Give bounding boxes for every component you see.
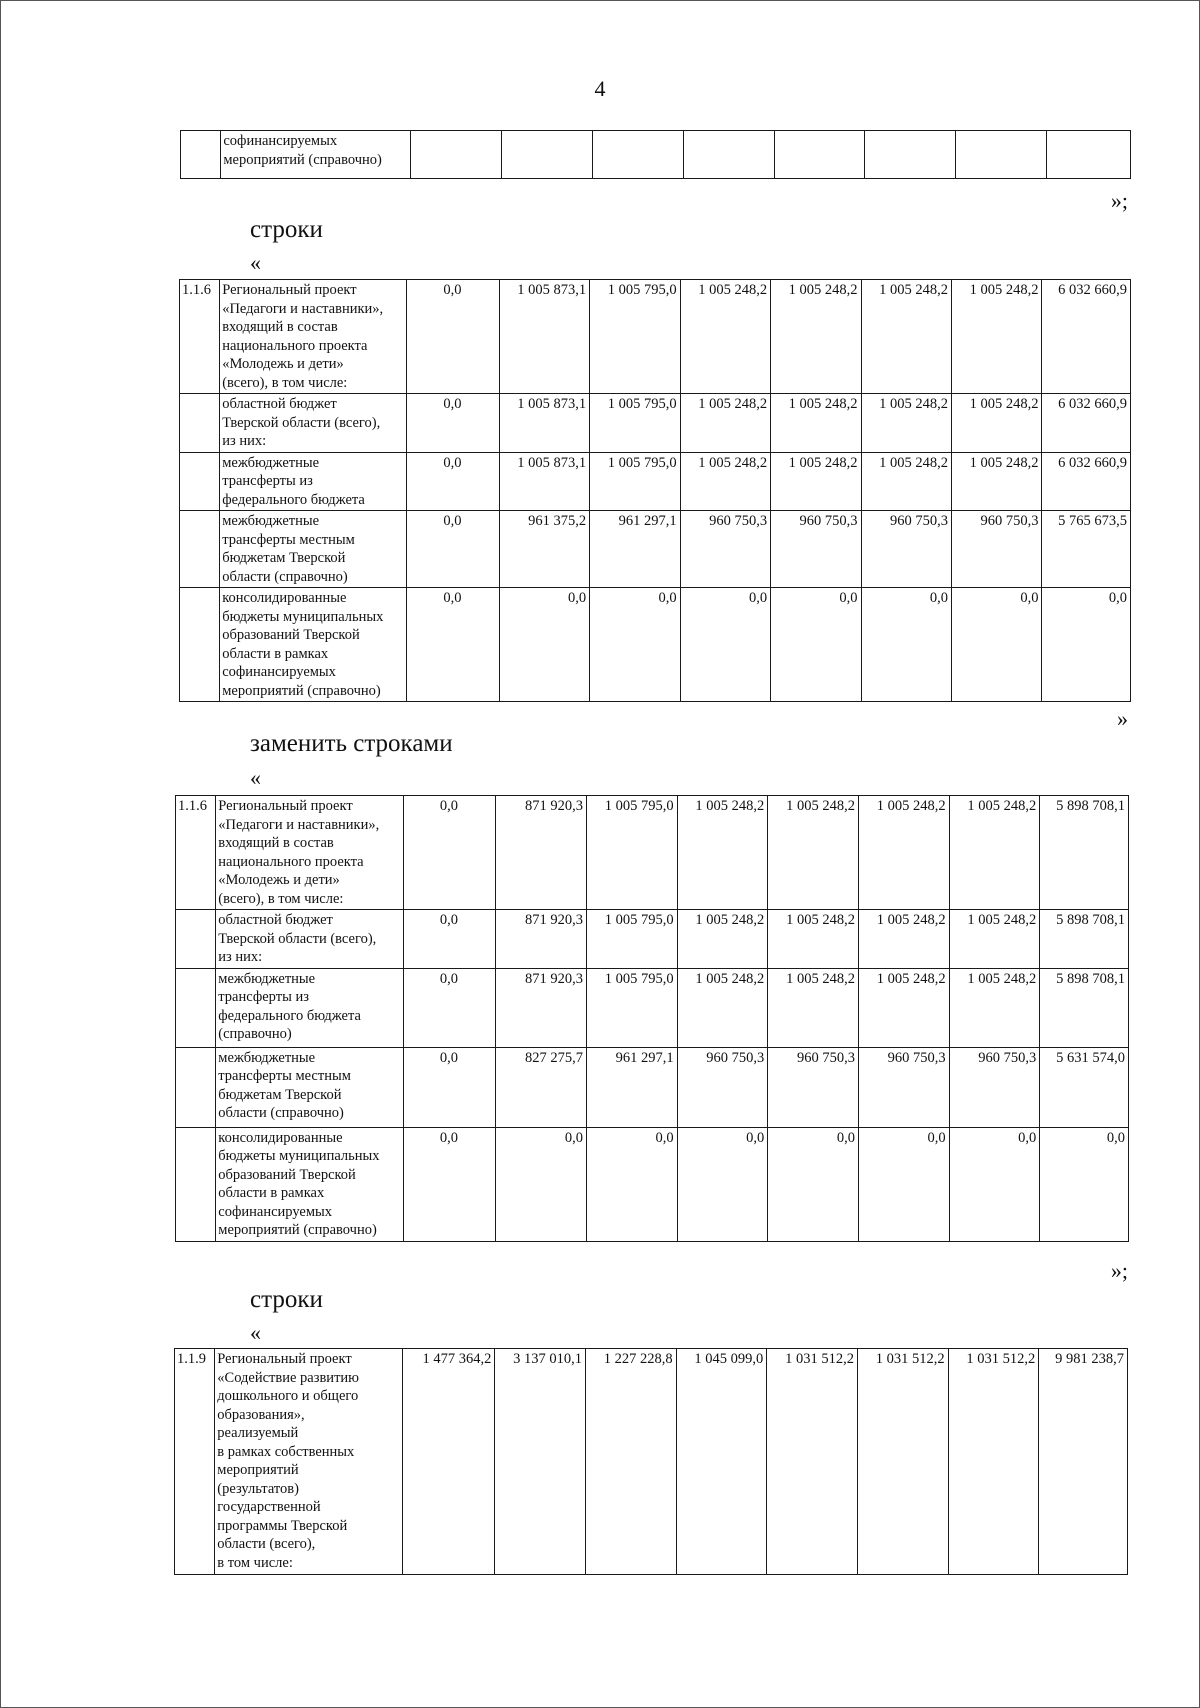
value-cell: 5 898 708,1 — [1040, 968, 1129, 1047]
value-cell: 961 375,2 — [499, 511, 589, 588]
row-description: областной бюджет Тверской области (всего), из них: — [220, 394, 407, 453]
table-row — [180, 394, 1131, 453]
value-cell: 960 750,3 — [949, 1047, 1040, 1127]
value-cell: 0,0 — [407, 394, 499, 453]
value-cell: 1 005 248,2 — [949, 796, 1040, 910]
value-cell: 961 297,1 — [590, 511, 680, 588]
heading-replace: заменить строками — [250, 730, 453, 757]
row-description: Региональный проект «Содействие развитию дошкольного и общего образования», реализуемый в рамках собственных мероприятий (результатов) государственной программы Тверской области (всего), в том числе: — [215, 1349, 402, 1575]
value-cell: 1 005 248,2 — [677, 796, 768, 910]
table-cell — [865, 131, 956, 179]
row-code — [180, 394, 220, 453]
value-cell: 1 005 248,2 — [952, 280, 1042, 394]
value-cell: 5 631 574,0 — [1040, 1047, 1129, 1127]
row-code: 1.1.6 — [180, 280, 220, 394]
value-cell: 1 005 248,2 — [677, 910, 768, 969]
value-cell: 6 032 660,9 — [1042, 452, 1131, 511]
row-code — [176, 1047, 216, 1127]
value-cell: 1 005 248,2 — [680, 280, 770, 394]
table-fragment-top — [180, 130, 1131, 179]
row-code — [176, 910, 216, 969]
value-cell: 0,0 — [407, 452, 499, 511]
row-code — [180, 452, 220, 511]
value-cell: 1 005 873,1 — [499, 394, 589, 453]
table-cell — [181, 131, 221, 179]
table-cell — [1047, 131, 1131, 179]
value-cell: 1 005 248,2 — [952, 452, 1042, 511]
value-cell: 0,0 — [590, 588, 680, 702]
value-cell: 961 297,1 — [586, 1047, 677, 1127]
value-cell: 0,0 — [403, 910, 496, 969]
value-cell: 1 227 228,8 — [585, 1349, 676, 1575]
table-row — [180, 588, 1131, 702]
value-cell: 1 005 248,2 — [771, 452, 861, 511]
value-cell: 1 005 248,2 — [949, 968, 1040, 1047]
value-cell: 0,0 — [403, 1127, 496, 1241]
table-last-rows — [174, 1348, 1128, 1575]
table-cell — [592, 131, 683, 179]
value-cell: 1 005 873,1 — [499, 280, 589, 394]
closing-quote-3: »; — [1110, 1258, 1128, 1283]
closing-quote-2: » — [1117, 706, 1128, 731]
value-cell: 1 005 248,2 — [858, 968, 949, 1047]
table-row — [180, 280, 1131, 394]
opening-quote-2: « — [250, 765, 261, 790]
table-row — [176, 968, 1129, 1047]
row-code: 1.1.6 — [176, 796, 216, 910]
value-cell: 0,0 — [949, 1127, 1040, 1241]
value-cell: 1 031 512,2 — [857, 1349, 948, 1575]
table-row — [175, 1349, 1128, 1575]
value-cell: 0,0 — [496, 1127, 587, 1241]
value-cell: 0,0 — [771, 588, 861, 702]
value-cell: 0,0 — [952, 588, 1042, 702]
row-description: консолидированные бюджеты муниципальных образований Тверской области в рамках софинансируемых мероприятий (справочно) — [220, 588, 407, 702]
table-cell — [683, 131, 774, 179]
value-cell: 0,0 — [403, 796, 496, 910]
row-description: межбюджетные трансферты из федерального бюджета (справочно) — [216, 968, 403, 1047]
value-cell: 960 750,3 — [952, 511, 1042, 588]
value-cell: 0,0 — [403, 968, 496, 1047]
value-cell: 1 005 248,2 — [677, 968, 768, 1047]
value-cell: 960 750,3 — [771, 511, 861, 588]
value-cell: 960 750,3 — [677, 1047, 768, 1127]
row-description: областной бюджет Тверской области (всего), из них: — [216, 910, 403, 969]
row-description: консолидированные бюджеты муниципальных образований Тверской области в рамках софинансируемых мероприятий (справочно) — [216, 1127, 403, 1241]
value-cell: 0,0 — [1040, 1127, 1129, 1241]
value-cell: 1 005 248,2 — [949, 910, 1040, 969]
row-description: софинансируемых мероприятий (справочно) — [221, 131, 411, 179]
value-cell: 1 005 795,0 — [586, 968, 677, 1047]
value-cell: 1 005 248,2 — [768, 968, 859, 1047]
page-number: 4 — [594, 76, 606, 101]
value-cell: 0,0 — [680, 588, 770, 702]
value-cell: 1 045 099,0 — [676, 1349, 767, 1575]
value-cell: 871 920,3 — [496, 796, 587, 910]
heading-rows-1: строки — [250, 216, 323, 243]
value-cell: 1 005 795,0 — [590, 394, 680, 453]
value-cell: 1 005 795,0 — [590, 452, 680, 511]
value-cell: 5 898 708,1 — [1040, 796, 1129, 910]
value-cell: 1 005 248,2 — [858, 910, 949, 969]
table-row — [181, 131, 1131, 179]
value-cell: 871 920,3 — [496, 910, 587, 969]
table-row — [176, 1047, 1129, 1127]
closing-quote-1: »; — [1110, 188, 1128, 213]
table-row — [180, 452, 1131, 511]
value-cell: 1 005 248,2 — [771, 394, 861, 453]
value-cell: 0,0 — [677, 1127, 768, 1241]
table-row — [176, 796, 1129, 910]
value-cell: 1 005 248,2 — [861, 394, 951, 453]
value-cell: 1 005 795,0 — [586, 796, 677, 910]
value-cell: 1 005 248,2 — [680, 452, 770, 511]
value-cell: 960 750,3 — [680, 511, 770, 588]
table-cell — [411, 131, 502, 179]
row-description: межбюджетные трансферты из федерального бюджета — [220, 452, 407, 511]
value-cell: 1 005 248,2 — [768, 910, 859, 969]
value-cell: 960 750,3 — [861, 511, 951, 588]
opening-quote-3: « — [250, 1320, 261, 1345]
value-cell: 6 032 660,9 — [1042, 394, 1131, 453]
value-cell: 1 005 795,0 — [586, 910, 677, 969]
table-row — [180, 511, 1131, 588]
value-cell: 1 005 795,0 — [590, 280, 680, 394]
value-cell: 827 275,7 — [496, 1047, 587, 1127]
value-cell: 6 032 660,9 — [1042, 280, 1131, 394]
value-cell: 1 005 873,1 — [499, 452, 589, 511]
value-cell: 0,0 — [407, 280, 499, 394]
value-cell: 0,0 — [499, 588, 589, 702]
row-description: Региональный проект «Педагоги и наставники», входящий в состав национального проекта «Молодежь и дети» (всего), в том числе: — [220, 280, 407, 394]
value-cell: 1 477 364,2 — [402, 1349, 495, 1575]
value-cell: 0,0 — [407, 511, 499, 588]
value-cell: 871 920,3 — [496, 968, 587, 1047]
row-description: межбюджетные трансферты местным бюджетам Тверской области (справочно) — [220, 511, 407, 588]
heading-rows-2: строки — [250, 1286, 323, 1313]
row-code — [180, 511, 220, 588]
table-new-rows — [175, 795, 1129, 1242]
value-cell: 1 031 512,2 — [767, 1349, 858, 1575]
value-cell: 5 898 708,1 — [1040, 910, 1129, 969]
value-cell: 1 005 248,2 — [952, 394, 1042, 453]
value-cell: 960 750,3 — [858, 1047, 949, 1127]
value-cell: 0,0 — [403, 1047, 496, 1127]
row-description: межбюджетные трансферты местным бюджетам Тверской области (справочно) — [216, 1047, 403, 1127]
row-description: Региональный проект «Педагоги и наставники», входящий в состав национального проекта «Молодежь и дети» (всего), в том числе: — [216, 796, 403, 910]
table-old-rows — [179, 279, 1131, 702]
value-cell: 1 031 512,2 — [948, 1349, 1039, 1575]
value-cell: 0,0 — [858, 1127, 949, 1241]
value-cell: 1 005 248,2 — [771, 280, 861, 394]
value-cell: 1 005 248,2 — [680, 394, 770, 453]
table-cell — [774, 131, 865, 179]
opening-quote-1: « — [250, 250, 261, 275]
value-cell: 1 005 248,2 — [861, 280, 951, 394]
value-cell: 960 750,3 — [768, 1047, 859, 1127]
value-cell: 0,0 — [861, 588, 951, 702]
value-cell: 9 981 238,7 — [1039, 1349, 1128, 1575]
value-cell: 0,0 — [768, 1127, 859, 1241]
value-cell: 0,0 — [1042, 588, 1131, 702]
value-cell: 0,0 — [407, 588, 499, 702]
table-cell — [502, 131, 593, 179]
table-row — [176, 1127, 1129, 1241]
table-cell — [956, 131, 1047, 179]
value-cell: 3 137 010,1 — [495, 1349, 586, 1575]
value-cell: 5 765 673,5 — [1042, 511, 1131, 588]
value-cell: 1 005 248,2 — [861, 452, 951, 511]
row-code: 1.1.9 — [175, 1349, 215, 1575]
value-cell: 1 005 248,2 — [768, 796, 859, 910]
table-row — [176, 910, 1129, 969]
value-cell: 0,0 — [586, 1127, 677, 1241]
value-cell: 1 005 248,2 — [858, 796, 949, 910]
row-code — [180, 588, 220, 702]
row-code — [176, 968, 216, 1047]
row-code — [176, 1127, 216, 1241]
